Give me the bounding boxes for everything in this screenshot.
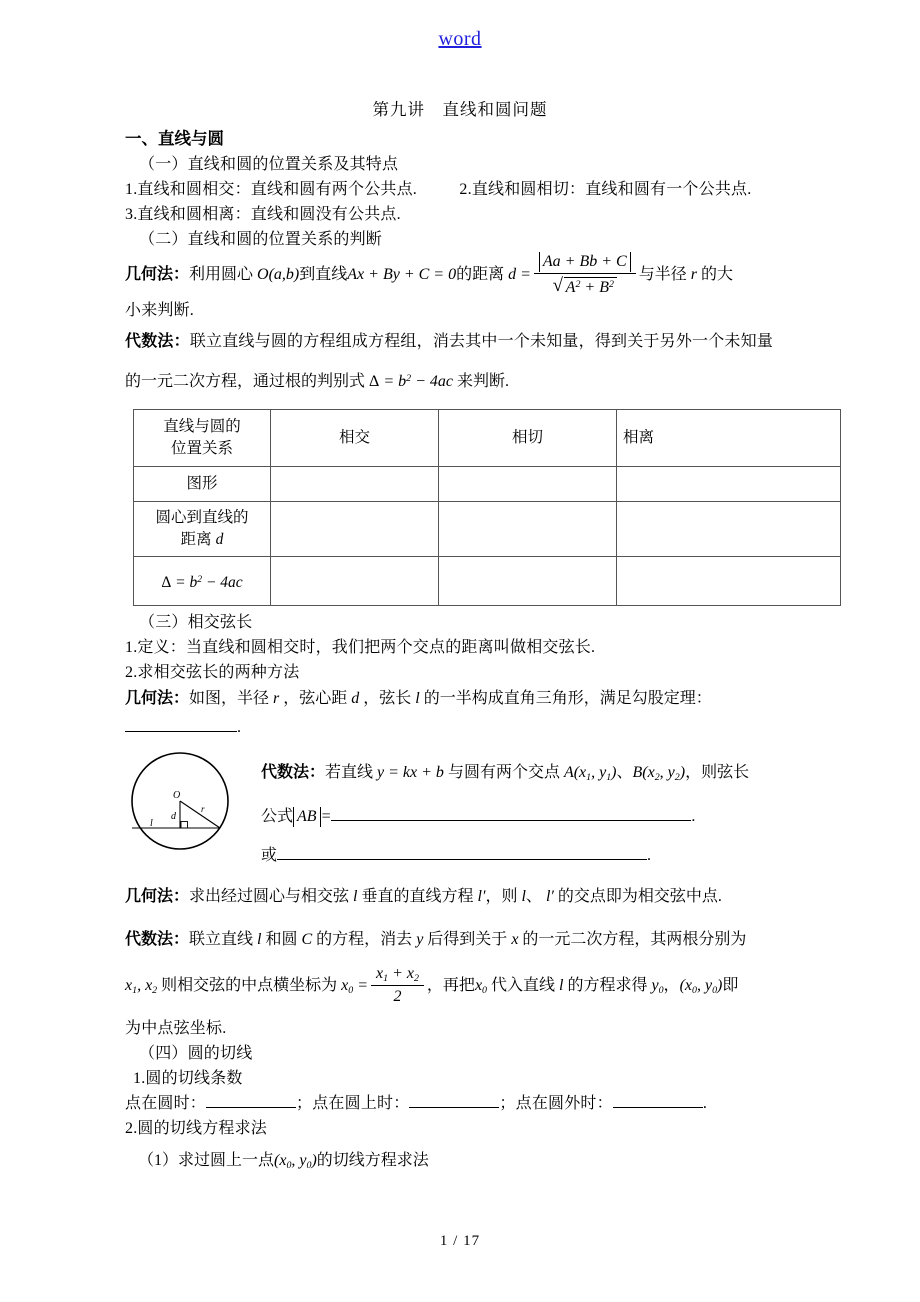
alg-text-1c: 来判断. bbox=[456, 373, 509, 391]
tangent-in-blank[interactable] bbox=[206, 1092, 296, 1108]
or-label: 或 bbox=[261, 847, 278, 865]
tangent-equation-heading: 2.圆的切线方程求法 bbox=[125, 1119, 268, 1137]
geo-text-1c: 的距离 bbox=[456, 266, 505, 283]
subsection-heading-1-4: （四）圆的切线 bbox=[139, 1044, 253, 1062]
algebraic-method-1-line-1 bbox=[125, 323, 795, 361]
table-cell-shape-tangent[interactable] bbox=[439, 467, 617, 502]
table-cell-discriminant-intersect[interactable] bbox=[271, 557, 439, 606]
geo-text-1d: 与半径 bbox=[638, 266, 687, 283]
geo-text-1e: 的大 bbox=[700, 266, 733, 283]
geo-text-3a: 求出经过圆心与相交弦 bbox=[189, 888, 350, 906]
relation-item-2: 2.直线和圆相切：直线和圆有一个公共点. bbox=[459, 181, 752, 198]
center-point-formula: O(a,b) bbox=[253, 266, 300, 283]
alg-text-3g: ，再把 bbox=[426, 977, 475, 995]
roots-x1-x2: $x_1$, $x_2$ bbox=[125, 977, 158, 996]
table-row-label-discriminant: $\Delta = b^2 - 4ac$ bbox=[134, 557, 271, 606]
distance-label-line-2: 距离 bbox=[180, 531, 212, 549]
chord-l-var-3: l bbox=[349, 888, 362, 906]
midpoint-denominator: 2 bbox=[393, 987, 402, 1005]
table-cell-discriminant-tangent[interactable] bbox=[439, 557, 617, 606]
table-cell-distance-intersect[interactable] bbox=[271, 502, 439, 557]
y-var-alg3: y bbox=[412, 931, 428, 949]
circle-C-var: C bbox=[297, 931, 317, 949]
line-l-var-alg3b: l bbox=[555, 977, 568, 995]
x0-equals: $x_0$ = bbox=[337, 977, 368, 996]
geometric-method-label-1: 几何法： bbox=[125, 266, 190, 283]
geo-text-2c: ，弦长 bbox=[363, 690, 412, 708]
algebraic-method-1-line-2 bbox=[125, 361, 795, 400]
geometric-method-3 bbox=[125, 875, 795, 919]
algebraic-method-label-1: 代数法： bbox=[125, 333, 190, 351]
subsection-heading-1-1: （一）直线和圆的位置关系及其特点 bbox=[139, 156, 399, 173]
alg-text-3f: 则相交弦的中点横坐标为 bbox=[161, 977, 338, 995]
equals-sign: = bbox=[320, 808, 332, 826]
radius-segment bbox=[180, 801, 220, 828]
algebraic-method-3-line-2 bbox=[125, 961, 795, 1016]
algebraic-method-3-line-1 bbox=[125, 919, 795, 961]
discriminant-formula-1: $\Delta = b^2 - 4ac$ bbox=[369, 373, 457, 391]
label-chord-l: l bbox=[150, 818, 153, 830]
l-var-3b: l bbox=[517, 888, 526, 906]
tangent-point-coords: ($x_0$, $y_0$) bbox=[274, 1151, 317, 1171]
x-var-alg3: x bbox=[507, 931, 523, 949]
geo-text-3e: 的交点即为相交弦中点. bbox=[557, 888, 722, 906]
pythagorean-blank[interactable] bbox=[125, 716, 237, 732]
algebraic-method-label-2: 代数法： bbox=[261, 764, 326, 782]
line-kb-equation: y = kx + b bbox=[373, 764, 448, 782]
algebraic-method-label-3: 代数法： bbox=[125, 931, 190, 949]
point-B-coords: $B(x_2$, $y_2$) bbox=[632, 764, 686, 784]
label-center-O: O bbox=[173, 790, 181, 802]
distance-label-line-1: 圆心到直线的 bbox=[155, 509, 249, 527]
chord-formula-alt-line: 或 . bbox=[261, 836, 795, 875]
page-title: 第九讲 直线和圆问题 bbox=[372, 100, 548, 119]
tangent-out-label: ；点在圆外时： bbox=[499, 1094, 613, 1112]
table-cell-shape-separate[interactable] bbox=[617, 467, 841, 502]
y0-var: $y_0$ bbox=[647, 977, 664, 996]
table-header-line-2: 位置关系 bbox=[170, 440, 233, 458]
table-row-distance bbox=[134, 502, 841, 557]
page-header bbox=[125, 0, 795, 78]
alg-text-3i: 的方程求得 bbox=[567, 977, 648, 995]
pythagorean-blank-line: . bbox=[125, 713, 795, 743]
formula-label: 公式 bbox=[261, 808, 294, 826]
label-radius-r: r bbox=[201, 804, 205, 815]
geo-text-2a: 如图，半径 bbox=[189, 690, 270, 708]
circle-diagram bbox=[125, 747, 253, 859]
tangent-on-blank[interactable] bbox=[409, 1092, 499, 1108]
midpoint-fraction bbox=[371, 965, 424, 1007]
alg-text-1a: 联立直线与圆的方程组成方程组，消去其中一个未知量，得到关于另外一个未知量 bbox=[189, 333, 774, 351]
tangent-count-heading: 1.圆的切线条数 bbox=[133, 1069, 243, 1087]
table-header-intersect: 相交 bbox=[271, 410, 439, 467]
tangent-in-label: 点在圆时： bbox=[125, 1094, 207, 1112]
tangent-end-period: . bbox=[702, 1094, 708, 1112]
point-A-coords: $A(x_1$, $y_1$) bbox=[559, 764, 617, 784]
table-cell-shape-intersect[interactable] bbox=[271, 467, 439, 502]
figure-and-algebra-block bbox=[125, 747, 795, 875]
chord-length-var: l bbox=[411, 690, 424, 708]
alg-text-1b: 的一元二次方程，通过根的判别式 bbox=[125, 373, 366, 391]
geometric-method-label-2: 几何法： bbox=[125, 690, 190, 708]
abs-AB: AB bbox=[293, 807, 321, 827]
header-watermark-link[interactable]: word bbox=[438, 27, 482, 50]
table-row-label-distance bbox=[134, 502, 271, 557]
alg-text-3j: ， bbox=[663, 977, 680, 995]
alg-text-2b: 与圆有两个交点 bbox=[447, 764, 560, 782]
alg-text-3d: 后得到关于 bbox=[427, 931, 508, 949]
alg-text-3b: 和圆 bbox=[265, 931, 298, 949]
radius-var-1: r bbox=[686, 266, 701, 283]
circle-diagram-svg bbox=[125, 749, 243, 854]
chord-formula-blank-2[interactable] bbox=[277, 844, 647, 860]
distance-formula-fraction bbox=[534, 252, 636, 298]
page-footer bbox=[0, 1233, 920, 1250]
chord-formula-line: 公式 AB = . bbox=[261, 797, 795, 836]
alg-text-3h: 代入直线 bbox=[491, 977, 556, 995]
table-cell-distance-separate[interactable] bbox=[617, 502, 841, 557]
geometric-method-2 bbox=[125, 685, 795, 713]
subsection-heading-1-3: （三）相交弦长 bbox=[139, 614, 253, 632]
table-header-separate: 相离 bbox=[617, 410, 841, 467]
alg-text-3k: 即 bbox=[722, 977, 739, 995]
distance-label-var: d bbox=[211, 531, 224, 549]
position-relation-items-row bbox=[125, 177, 795, 202]
radius-var-2: r bbox=[269, 690, 284, 708]
table-header-line-1: 直线与圆的 bbox=[163, 418, 241, 436]
relation-item-1: 1.直线和圆相交：直线和圆有两个公共点. bbox=[125, 181, 418, 198]
table-cell-distance-tangent[interactable] bbox=[439, 502, 617, 557]
table-header-label bbox=[134, 410, 271, 467]
geo-text-3d: 、 bbox=[525, 888, 542, 906]
tangent-point-on-circle-item bbox=[125, 1141, 795, 1186]
chord-methods-heading: 2.求相交弦长的两种方法 bbox=[125, 664, 300, 682]
right-angle-mark bbox=[181, 822, 188, 829]
geo-text-2b: ，弦心距 bbox=[283, 690, 348, 708]
chord-definition: 1.定义：当直线和圆相交时，我们把两个交点的距离叫做相交弦长. bbox=[125, 639, 596, 657]
table-row-label-shape: 图形 bbox=[134, 467, 271, 502]
geo-text-3b: 垂直的直线方程 bbox=[361, 888, 474, 906]
alg-text-3e: 的一元二次方程，其两根分别为 bbox=[522, 931, 747, 949]
alg-text-2c: ，则弦长 bbox=[685, 764, 750, 782]
subsection-heading-1-2: （二）直线和圆的位置关系的判断 bbox=[139, 231, 383, 248]
geo-text-1f: 小来判断. bbox=[125, 302, 195, 320]
distance-numerator: Aa + Bb + C bbox=[534, 252, 636, 274]
l-prime-var-3b: l′ bbox=[541, 888, 558, 906]
perpendicular-line-var: l′ bbox=[473, 888, 486, 906]
algebraic-method-2: 代数法：若直线 y = kx + b 与圆有两个交点 $A(x_1$, $y_1$)、$B(x_2$, $y_2$)，则弦长 bbox=[261, 764, 750, 784]
position-relation-table bbox=[133, 409, 841, 606]
geometric-method-label-3: 几何法： bbox=[125, 888, 190, 906]
tangent-out-blank[interactable] bbox=[613, 1092, 703, 1108]
page-number: 1 / 17 bbox=[439, 1233, 481, 1249]
tangent-blanks-line bbox=[125, 1091, 795, 1116]
geo-text-2d: 的一半构成直角三角形，满足勾股定理： bbox=[423, 690, 712, 708]
alg-text-2a: 若直线 bbox=[325, 764, 374, 782]
algebraic-method-2-block bbox=[253, 747, 795, 875]
alg-text-3c: 的方程，消去 bbox=[316, 931, 413, 949]
table-row-discriminant bbox=[134, 557, 841, 606]
alg-text-3l: 为中点弦坐标. bbox=[125, 1019, 227, 1037]
tangent-on-label: ；点在圆上时： bbox=[296, 1094, 410, 1112]
table-row-shape bbox=[134, 467, 841, 502]
geo-text-1a: 利用圆心 bbox=[189, 266, 254, 283]
alg-text-3a: 联立直线 bbox=[189, 931, 254, 949]
line-l-var-alg3: l bbox=[253, 931, 266, 949]
section-heading-1: 一、直线与圆 bbox=[125, 129, 224, 148]
s1-4-item3a: （1）求过圆上一点 bbox=[138, 1151, 275, 1169]
distance-var: d = bbox=[504, 266, 531, 283]
midpoint-coords: ($x_0$, $y_0$) bbox=[679, 977, 723, 996]
geometric-method-1 bbox=[125, 252, 795, 298]
s1-4-item3b: 的切线方程求法 bbox=[316, 1151, 429, 1169]
line-equation: Ax + By + C = 0 bbox=[347, 266, 457, 283]
relation-item-3: 3.直线和圆相离：直线和圆没有公共点. bbox=[125, 206, 401, 223]
label-distance-d: d bbox=[171, 811, 176, 823]
geo-text-3c: ，则 bbox=[485, 888, 518, 906]
x0-var-2: $x_0$ bbox=[474, 977, 487, 996]
midpoint-numerator: $x_1 + x_2$ bbox=[371, 965, 424, 986]
table-header-tangent: 相切 bbox=[439, 410, 617, 467]
chord-distance-var: d bbox=[347, 690, 364, 708]
table-row-header bbox=[134, 410, 841, 467]
chord-formula-blank-1[interactable] bbox=[331, 805, 691, 821]
distance-denominator: √ $A^2 + B^2$ bbox=[534, 274, 636, 298]
geo-text-1b: 到直线 bbox=[299, 266, 348, 283]
table-cell-discriminant-separate[interactable] bbox=[617, 557, 841, 606]
